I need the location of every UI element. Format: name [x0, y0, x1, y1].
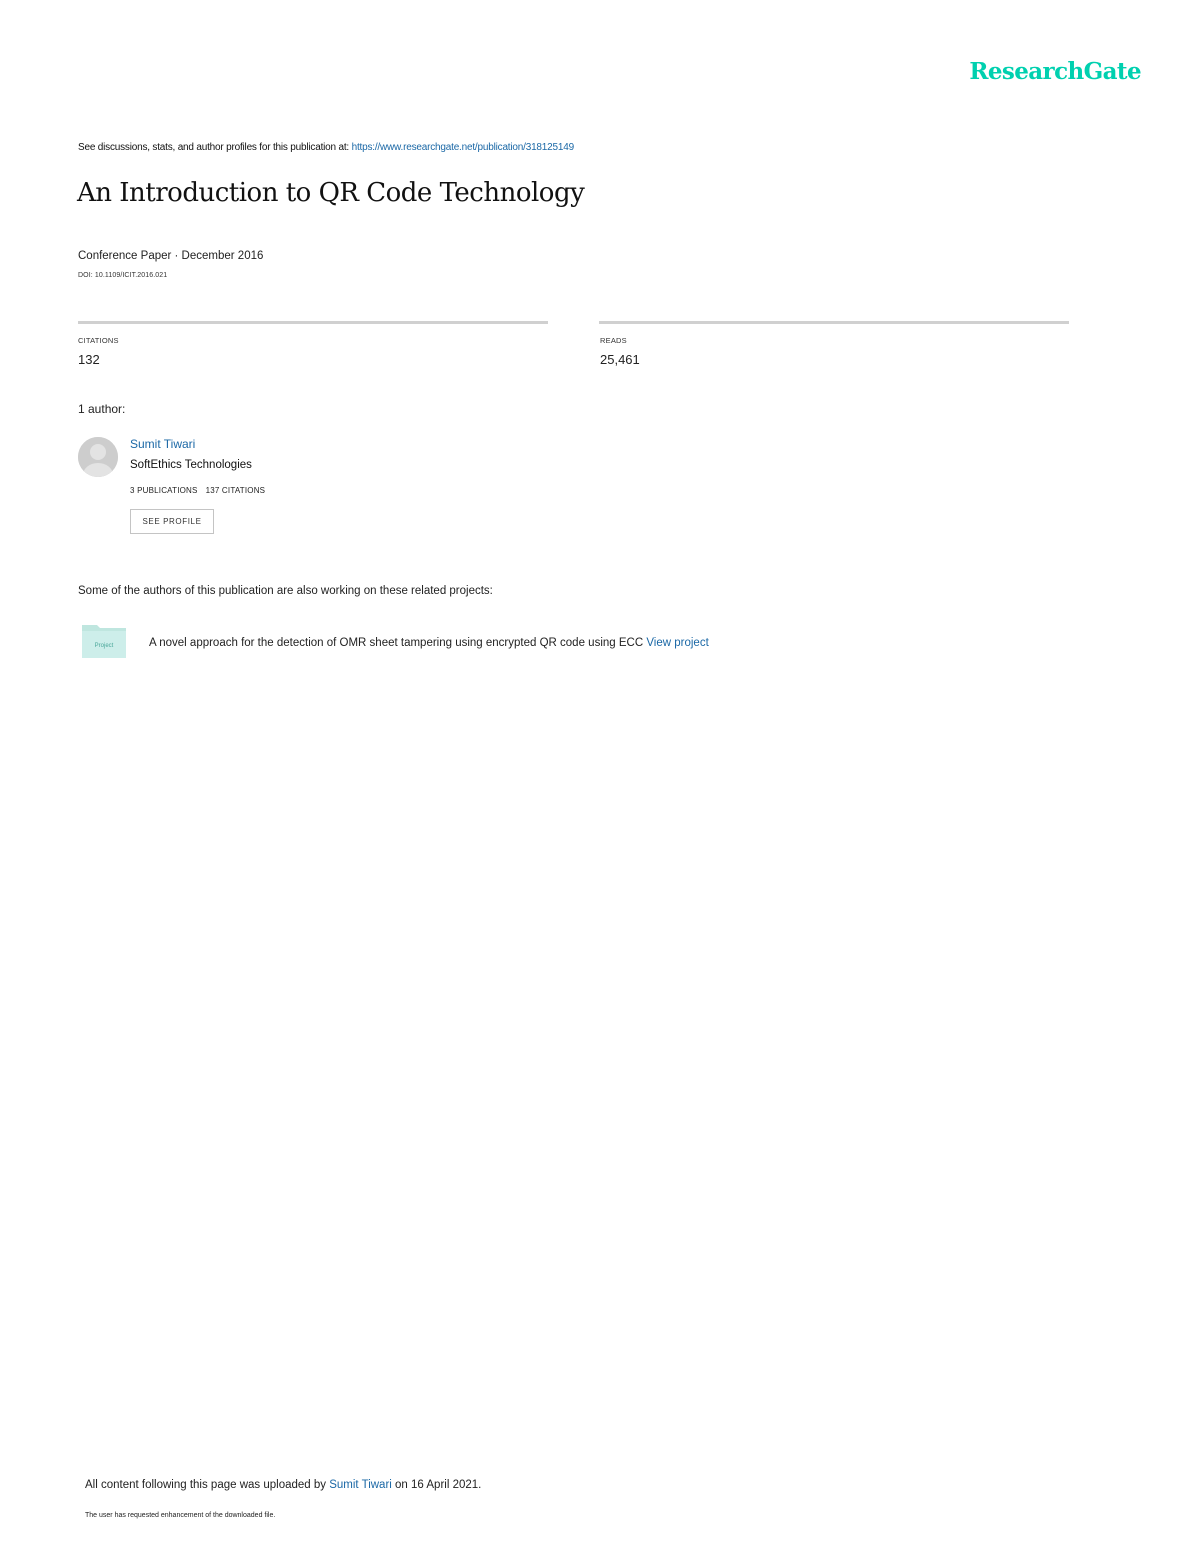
- page-title: An Introduction to QR Code Technology: [77, 178, 585, 208]
- project-title: A novel approach for the detection of OMR sheet tampering using encrypted QR code using ECC: [149, 637, 644, 649]
- author-avatar[interactable]: [78, 437, 118, 477]
- upload-info: [85, 1479, 481, 1491]
- project-icon-label: Project: [94, 643, 114, 649]
- author-name-link[interactable]: Sumit Tiwari: [130, 437, 196, 451]
- citations-label: CITATIONS: [78, 336, 119, 345]
- upload-date: on 16 April 2021.: [391, 1479, 482, 1491]
- author-institution: SoftEthics Technologies: [130, 459, 252, 471]
- publication-source-line: [78, 142, 574, 153]
- publication-url-link[interactable]: https://www.researchgate.net/publication/318125149: [351, 142, 574, 153]
- enhancement-note: The user has requested enhancement of the downloaded file.: [85, 1512, 276, 1519]
- author-publications-count: 3 PUBLICATIONS: [130, 486, 198, 495]
- view-project-link[interactable]: View project: [646, 637, 709, 649]
- reads-count: 25,461: [600, 352, 640, 367]
- uploader-link[interactable]: Sumit Tiwari: [329, 1479, 392, 1491]
- project-folder-icon: [82, 624, 126, 658]
- reads-divider: [599, 321, 1069, 324]
- default-user-icon: [78, 437, 118, 477]
- publication-type-date: Conference Paper · December 2016: [78, 250, 264, 262]
- author-stats: [130, 486, 273, 495]
- reads-label: READS: [600, 336, 627, 345]
- author-citations-count: 137 CITATIONS: [205, 486, 266, 495]
- related-projects-intro: Some of the authors of this publication are also working on these related projects:: [78, 585, 493, 597]
- source-intro-text: See discussions, stats, and author profiles for this publication at:: [78, 142, 352, 153]
- publication-doi: DOI: 10.1109/ICIT.2016.021: [78, 272, 168, 279]
- related-project-item: [149, 637, 709, 649]
- citations-count: 132: [78, 352, 100, 367]
- author-count: 1 author:: [78, 402, 126, 416]
- upload-prefix: All content following this page was uploaded by: [85, 1479, 330, 1491]
- see-profile-button[interactable]: SEE PROFILE: [130, 509, 214, 534]
- researchgate-logo[interactable]: ResearchGate: [969, 58, 1141, 85]
- citations-divider: [78, 321, 548, 324]
